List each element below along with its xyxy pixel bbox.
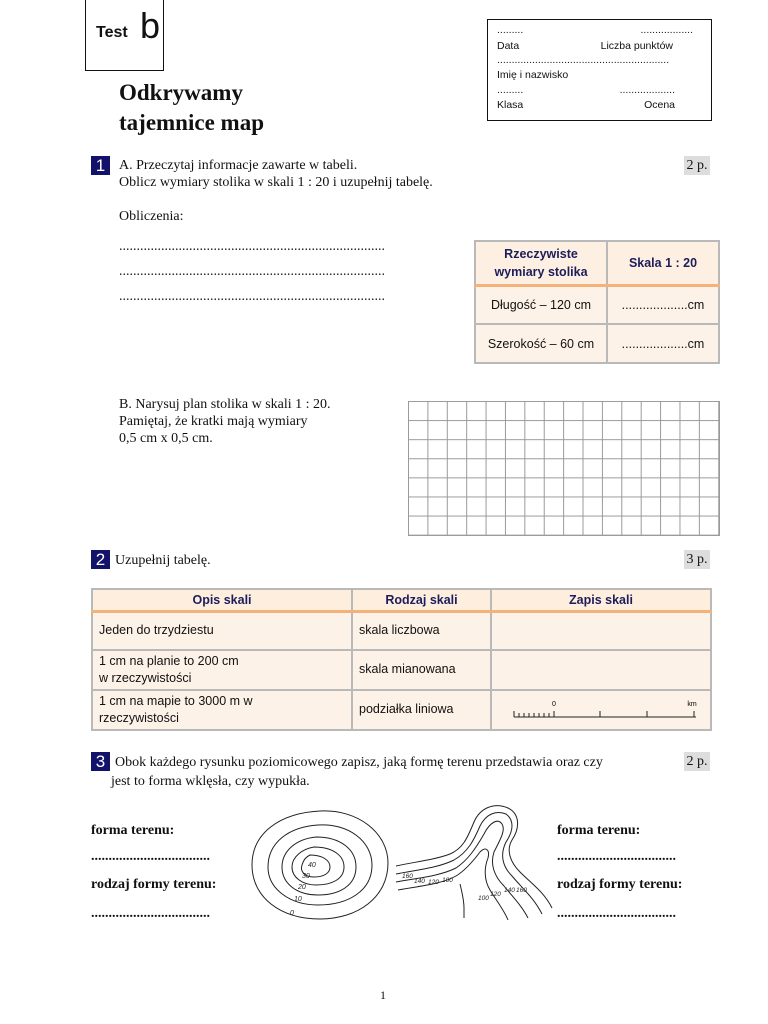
task-3-line-1: Obok każdego rysunku poziomicowego zapisz, jaką formę terenu przedstawia oraz czy [115, 755, 603, 770]
right-type-label: rodzaj formy terenu: [557, 877, 683, 892]
calc-dots-1: ............................................................................ [119, 239, 385, 254]
task-1b-line-3: 0,5 cm x 0,5 cm. [119, 431, 213, 446]
task-3-line-2: jest to forma wklęsła, czy wypukła. [111, 774, 310, 789]
test-label: Test [96, 24, 128, 41]
points-label: Liczba punktów [600, 40, 673, 52]
task-1b-line-2: Pamiętaj, że kratki mają wymiary [119, 414, 308, 429]
right-form-label: forma terenu: [557, 823, 641, 838]
header-scale-notation: Zapis skali [491, 589, 711, 612]
valley-label: 140 [414, 878, 425, 885]
scale-description-line-1: 1 cm na planie to 200 cm [99, 653, 239, 668]
valley-contour-drawing [394, 796, 554, 921]
row-width-value[interactable]: ...................cm [607, 324, 719, 363]
scale-notation-cell[interactable] [491, 650, 711, 690]
header-real-line-2: wymiary stolika [494, 264, 588, 279]
table-scales [91, 588, 712, 731]
right-form-answer[interactable]: .................................. [557, 849, 676, 864]
task-3-number: 3 [91, 752, 110, 771]
task-1a-line-2: Oblicz wymiary stolika w skali 1 : 20 i uzupełnij tabelę. [119, 175, 433, 190]
class-label: Klasa [497, 99, 524, 111]
table-row [92, 650, 711, 690]
task-1b-line-1: B. Narysuj plan stolika w skali 1 : 20. [119, 397, 331, 412]
calc-dots-3: ............................................................................ [119, 289, 385, 304]
scale-type: skala liczbowa [352, 612, 491, 650]
name-dots: ........................................................... [497, 54, 670, 66]
scale-description-line-2: w rzeczywistości [99, 670, 192, 685]
task-3-points: 2 p. [684, 752, 710, 771]
left-type-label: rodzaj formy terenu: [91, 877, 217, 892]
left-form-label: forma terenu: [91, 823, 175, 838]
page-title [119, 78, 264, 138]
header-real-line-1: Rzeczywiste [504, 246, 578, 261]
valley-label: 160 [402, 873, 413, 880]
points-dots: .................. [640, 24, 693, 36]
hill-label-20: 20 [298, 884, 306, 891]
row-width-label: Szerokość – 60 cm [475, 324, 607, 363]
scalebar-zero-label: 0 [552, 700, 556, 708]
linear-scale-bar [506, 697, 706, 727]
hill-contour-drawing [246, 805, 396, 925]
valley-label: 120 [490, 891, 501, 898]
task-2-number: 2 [91, 550, 110, 569]
scale-description [92, 650, 352, 690]
page-number: 1 [380, 988, 386, 1002]
scale-type: skala mianowana [352, 650, 491, 690]
header-scale-description: Opis skali [92, 589, 352, 612]
table-table-dimensions [474, 240, 720, 364]
valley-label: 100 [478, 895, 489, 902]
row-length-label: Długość – 120 cm [475, 285, 607, 324]
date-label: Data [497, 40, 520, 52]
calc-dots-2: ............................................................................ [119, 264, 385, 279]
left-form-answer[interactable]: .................................. [91, 849, 210, 864]
scale-description: Jeden do trzydziestu [92, 612, 352, 650]
scale-notation-cell[interactable] [491, 690, 711, 730]
hill-label-0: 0 [290, 910, 294, 917]
row-length-value[interactable]: ...................cm [607, 285, 719, 324]
scalebar-unit-label: km [687, 700, 697, 708]
hill-label-10: 10 [294, 896, 302, 903]
title-line-1: Odkrywamy [119, 80, 243, 105]
valley-label: 140 [504, 887, 515, 894]
scale-description [92, 690, 352, 730]
task-1-number: 1 [91, 156, 110, 175]
scale-description-line-2: rzeczywistości [99, 710, 179, 725]
valley-label: 120 [428, 879, 439, 886]
header-real-dimensions [475, 241, 607, 285]
hill-label-40: 40 [308, 862, 316, 869]
table-row [92, 612, 711, 650]
right-type-answer[interactable]: .................................. [557, 906, 676, 921]
header-scale: Skala 1 : 20 [607, 241, 719, 285]
task-1-points: 2 p. [684, 156, 710, 175]
valley-label: 100 [442, 877, 453, 884]
table-row [92, 690, 711, 730]
calc-label: Obliczenia: [119, 209, 184, 224]
task-1a-line-1: A. Przeczytaj informacje zawarte w tabeli. [119, 158, 358, 173]
task-2-points: 3 p. [684, 550, 710, 569]
name-label: Imię i nazwisko [497, 69, 569, 81]
title-line-2: tajemnice map [119, 110, 264, 135]
header-scale-type: Rodzaj skali [352, 589, 491, 612]
valley-label: 160 [516, 887, 527, 894]
student-info-box [487, 19, 712, 121]
scale-type: podziałka liniowa [352, 690, 491, 730]
hill-label-30: 30 [302, 873, 310, 880]
task-2-instruction: Uzupełnij tabelę. [115, 553, 211, 568]
left-type-answer[interactable]: .................................. [91, 906, 210, 921]
grade-label: Ocena [644, 99, 675, 111]
test-letter: b [140, 5, 161, 46]
test-label-box [85, 0, 164, 71]
grade-dots: ................... [619, 84, 675, 96]
drawing-grid[interactable] [408, 401, 720, 536]
scale-description-line-1: 1 cm na mapie to 3000 m w [99, 693, 253, 708]
date-dots: ......... [497, 24, 524, 36]
scale-notation-cell[interactable] [491, 612, 711, 650]
class-dots: ......... [497, 84, 524, 96]
